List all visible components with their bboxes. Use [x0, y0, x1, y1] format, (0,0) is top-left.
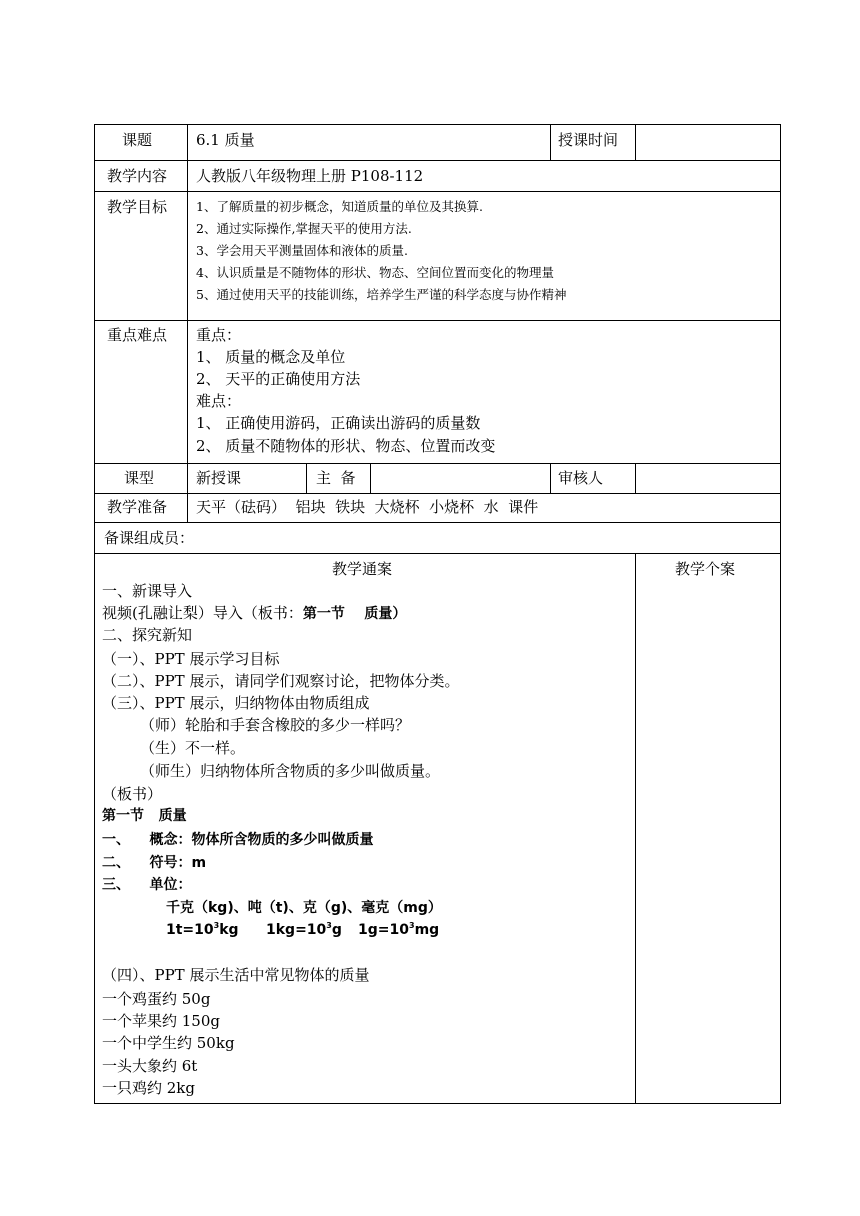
example-item: 一个中学生约 50kg	[102, 1034, 235, 1052]
members-label: 备课组成员：	[104, 529, 195, 547]
goal-item: 4、认识质量是不随物体的形状、物态、空间位置而变化的物理量	[196, 265, 554, 280]
col-divider	[550, 463, 551, 493]
col-divider	[187, 124, 188, 522]
col-divider	[370, 463, 371, 493]
row-divider	[94, 463, 781, 464]
topic-label: 课题	[122, 131, 153, 149]
keypoint-line: 难点：	[196, 392, 242, 410]
symbol-line: 二、 符号：m	[102, 855, 207, 871]
type-label: 课型	[124, 469, 155, 487]
common-plan-title: 教学通案	[332, 560, 393, 578]
goal-item: 3、学会用天平测量固体和液体的质量.	[196, 243, 408, 258]
preparer-label: 主 备	[316, 469, 356, 487]
body-line: （四）、PPT 展示生活中常见物体的质量	[102, 966, 370, 984]
intro-text: 视频(孔融让梨）导入（板书：	[102, 604, 303, 622]
keypoints-label: 重点难点	[107, 326, 168, 344]
body-line: （板书）	[102, 785, 163, 803]
prep-label: 教学准备	[107, 498, 168, 516]
board-title: 第一节 质量）	[302, 606, 407, 622]
row-divider	[94, 191, 781, 192]
row-divider	[94, 320, 781, 321]
unit-line: 三、 单位：	[102, 877, 192, 893]
keypoint-line: 1、 正确使用游码，正确读出游码的质量数	[196, 414, 481, 432]
example-item: 一只鸡约 2kg	[102, 1079, 196, 1097]
reviewer-label: 审核人	[558, 469, 604, 487]
col-divider	[635, 553, 636, 1104]
col-divider	[635, 124, 636, 160]
col-divider	[550, 124, 551, 160]
goal-item: 2、通过实际操作,掌握天平的使用方法.	[196, 221, 412, 236]
col-divider	[635, 463, 636, 493]
keypoint-line: 重点：	[196, 326, 242, 344]
content-label: 教学内容	[107, 167, 168, 185]
keypoint-line: 2、 天平的正确使用方法	[196, 370, 361, 388]
example-item: 一个鸡蛋约 50g	[102, 990, 211, 1008]
keypoint-line: 2、 质量不随物体的形状、物态、位置而改变	[196, 437, 496, 455]
example-item: 一头大象约 6t	[102, 1057, 198, 1075]
section-heading: 第一节 质量	[102, 808, 187, 824]
content-value: 人教版八年级物理上册 P108-112	[196, 167, 424, 185]
conversion-formula: $1t=10^3kg$	[166, 921, 239, 938]
body-line: （三）、PPT 展示，归纳物体由物质组成	[102, 694, 370, 712]
row-divider	[94, 553, 781, 554]
goals-label: 教学目标	[107, 198, 168, 216]
col-divider	[306, 463, 307, 493]
body-line: 一、新课导入	[102, 582, 193, 600]
individual-plan-title: 教学个案	[675, 560, 736, 578]
concept-line: 一、 概念：物体所含物质的多少叫做质量	[102, 832, 374, 848]
goal-item: 5、通过使用天平的技能训练，培养学生严谨的科学态度与协作精神	[196, 287, 567, 302]
topic-value: 6.1 质量	[196, 131, 255, 149]
keypoint-line: 1、 质量的概念及单位	[196, 348, 346, 366]
prep-value: 天平（砝码） 铝块 铁块 大烧杯 小烧杯 水 课件	[196, 498, 539, 516]
body-line	[102, 603, 406, 624]
body-line: 二、探究新知	[102, 626, 193, 644]
units-list: 千克（kg)、吨（t)、克（g)、毫克（mg）	[166, 900, 442, 916]
goal-item: 1、了解质量的初步概念，知道质量的单位及其换算.	[196, 199, 483, 214]
time-label: 授课时间	[558, 131, 619, 149]
example-item: 一个苹果约 150g	[102, 1012, 221, 1030]
body-line: （生）不一样。	[140, 739, 246, 757]
row-divider	[94, 160, 781, 161]
body-line: （师生）归纳物体所含物质的多少叫做质量。	[140, 762, 441, 780]
row-divider	[94, 522, 781, 523]
conversion-formula: $1g=10^3mg$	[358, 921, 440, 938]
type-value: 新授课	[196, 469, 242, 487]
body-line: （师）轮胎和手套含橡胶的多少一样吗？	[140, 716, 411, 734]
body-line: （二）、PPT 展示，请同学们观察讨论，把物体分类。	[102, 672, 460, 690]
conversion-formula: $1kg=10^3g$	[266, 921, 342, 938]
row-divider	[94, 493, 781, 494]
body-line: （一）、PPT 展示学习目标	[102, 650, 280, 668]
